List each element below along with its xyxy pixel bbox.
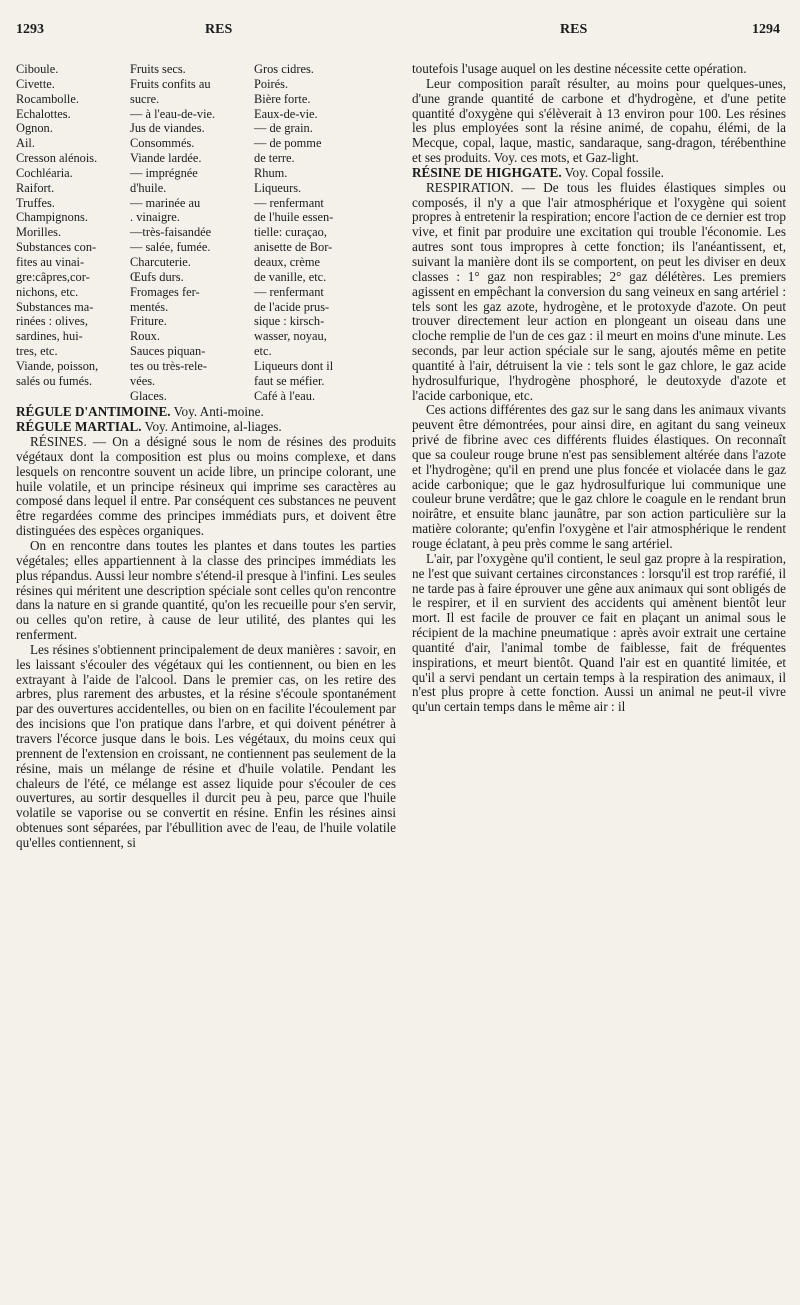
table-column-2: [130, 62, 254, 403]
table-cell: Morilles.: [16, 225, 62, 240]
table-cell: Liqueurs dont il: [254, 358, 334, 373]
table-cell: — renfermant: [254, 195, 324, 210]
right-column: [412, 62, 786, 715]
table-cell: Friture.: [130, 314, 167, 329]
table-cell: — de pomme: [254, 136, 322, 151]
table-cell: de l'acide prus-: [254, 299, 330, 314]
table-column-1: [16, 62, 130, 403]
table-cell: fites au vinai-: [16, 254, 85, 269]
paragraph: RÉSINES. — On a désigné sous le nom de résines des produits végétaux dont la composition est plus ou moins complexe, et dans lesquels on rencontre souvent un acide libre, un principe colorant, une huile volatile, et un principe résineux qui imprime ses caractères au composé dans lequel il entre. Par conséquent ces substances ne peuvent être regardées comme des principes immédiats purs, et doivent être distinguées des espèces organiques.: [16, 434, 396, 539]
table-cell: Œufs durs.: [130, 269, 184, 284]
table-cell: etc.: [254, 344, 272, 359]
paragraph: RESPIRATION. — De tous les fluides élastiques simples ou composés, il n'y a que l'air atmosphérique et l'oxygène qui soient propres à entretenir la respiration; encore l'action de ce dernier est trop vive, et finit par produire une excitation qui trouble l'économie. Les autres sont tous impropres à cette fonction; ils l'anéantissent, et, suivant la manière dont ils se comportent, on peut les diviser en deux classes : 1° gaz non respirables; 2° gaz délétères. Les premiers agissent en empêchant la conversion du sang veineux en sang artériel : tels sont les gaz azote, hydrogène, et le protoxyde d'azote. On peut trouver directement leur action en plongeant un oiseau dans une cloche remplie de l'un de ces gaz : il meurt en moins d'une minute. Les seconds, par leur action spéciale sur le sang, ajoutés même en petite quantité à l'air, détruisent la vie : tels sont le gaz chlore, le gaz acide hydrosulfurique, l'hydrogène phosphoré, le deutoxyde d'azote et l'acide carbonique, etc.: [412, 179, 786, 403]
table-cell: d'huile.: [130, 180, 167, 195]
table-cell: Ciboule.: [16, 62, 59, 76]
table-cell: Substances con-: [16, 240, 97, 255]
right-running-head: RES: [560, 22, 588, 37]
table-cell: Consommés.: [130, 136, 195, 151]
table-cell: Bière forte.: [254, 91, 311, 106]
table-cell: Raifort.: [16, 180, 55, 195]
table-cell: —très-faisandée: [130, 225, 212, 240]
table-cell: . vinaigre.: [130, 210, 180, 225]
table-cell: — marinée au: [130, 195, 201, 210]
table-cell: wasser, noyau,: [254, 329, 327, 344]
paragraph: On en rencontre dans toutes les plantes et dans toutes les parties végétales; elles appartiennent à la classe des principes immédiats les plus répandus. Aussi leur nombre s'étend-il presque à l'infini. Les seules résines qui méritent une description spéciale sont celles qu'on rencontre dans la nature en si grande quantité, qu'on les recueille pour s'en servir, ou celles qu'on retire, à cause de leur utilité, des plantes qui les renferment.: [16, 538, 396, 643]
left-column: [16, 62, 396, 851]
table-column-3: [254, 62, 396, 403]
table-cell: nichons, etc.: [16, 284, 79, 299]
table-cell: Roux.: [130, 329, 160, 344]
table-cell: — de grain.: [254, 121, 313, 136]
table-cell: Fruits confits au: [130, 76, 211, 91]
table-cell: gre:câpres,cor-: [16, 269, 90, 284]
table-cell: — imprégnée: [130, 165, 198, 180]
table-cell: — à l'eau-de-vie.: [130, 106, 216, 121]
paragraph: toutefois l'usage auquel on les destine nécessite cette opération.: [412, 61, 747, 76]
entry-resine-highgate: RÉSINE DE HIGHGATE. Voy. Copal fossile.: [412, 164, 664, 180]
table-cell: — salée, fumée.: [130, 240, 211, 255]
left-page-number: 1293: [16, 22, 44, 37]
table-cell: Cresson alénois.: [16, 151, 98, 166]
right-page-number: 1294: [752, 22, 780, 37]
table-cell: de l'huile essen-: [254, 210, 334, 225]
table-cell: mentés.: [130, 299, 169, 314]
table-cell: Charcuterie.: [130, 254, 191, 269]
table-cell: rinées : olives,: [16, 314, 88, 329]
table-cell: Ail.: [16, 136, 35, 151]
paragraph: Leur composition paraît résulter, au moins pour quelques-unes, d'une grande quantité de carbone et d'hydrogène, et d'une petite quantité d'oxygène qui s'élèverait à 13 environ pour 100. Les résines les plus employées sont la résine animé, de copahu, élémi, de la Mecque, copal, laque, mastic, sandaraque, sang-dragon, térébenthine et ses produits. Voy. ces mots, et Gaz-light.: [412, 75, 786, 166]
table-cell: Sauces piquan-: [130, 344, 206, 359]
left-running-head: RES: [205, 22, 233, 37]
table-cell: Ognon.: [16, 121, 53, 136]
table-cell: Fromages fer-: [130, 284, 200, 299]
table-cell: vées.: [130, 373, 156, 388]
entry-regule-antimoine: RÉGULE D'ANTIMOINE. Voy. Anti-moine.: [16, 404, 264, 420]
table-cell: Gros cidres.: [254, 62, 314, 76]
table-cell: Champignons.: [16, 210, 88, 225]
table-cell: de terre.: [254, 151, 295, 166]
table-cell: de vanille, etc.: [254, 269, 327, 284]
table-cell: Rocambolle.: [16, 91, 79, 106]
paragraph: Ces actions différentes des gaz sur le sang dans les animaux vivants peuvent être démontrées, pour ainsi dire, en agitant du sang veineux privé de fibrine avec ces différents fluides élastiques. On reconnaît que sa couleur rouge brune n'est pas sensiblement altérée dans l'azote et l'hydrogène; qu'il en prend une plus foncée et violacée dans le gaz acide carbonique; que le gaz hydrosulfurique lui communique une couleur brune verdâtre; que le gaz chlore le coagule en le rendant brun noirâtre, et ensuite blanc jaunâtre, par son action particulière sur la matière colorante; qu'enfin l'oxygène et l'air atmosphérique le rendent rouge éclatant, à peu près comme le sang artériel.: [412, 402, 786, 551]
entry-regule-martial: RÉGULE MARTIAL. Voy. Antimoine, al-liages.: [16, 419, 282, 435]
table-cell: Cochléaria.: [16, 165, 73, 180]
table-cell: Jus de viandes.: [130, 121, 205, 136]
food-table: [16, 62, 396, 403]
table-cell: tes ou très-rele-: [130, 358, 208, 373]
page-header: [0, 22, 800, 44]
table-cell: Eaux-de-vie.: [254, 106, 318, 121]
table-cell: Glaces.: [130, 388, 167, 403]
table-cell: — renfermant: [254, 284, 324, 299]
table-cell: Poirés.: [254, 76, 289, 91]
table-cell: Liqueurs.: [254, 180, 302, 195]
table-cell: Civette.: [16, 76, 55, 91]
table-cell: tielle: curaçao,: [254, 225, 327, 240]
table-cell: sucre.: [130, 91, 160, 106]
table-cell: sique : kirsch-: [254, 314, 325, 329]
table-cell: Substances ma-: [16, 299, 94, 314]
table-cell: Truffes.: [16, 195, 55, 210]
table-cell: sardines, hui-: [16, 329, 83, 344]
table-cell: Echalottes.: [16, 106, 71, 121]
table-cell: salés ou fumés.: [16, 373, 93, 388]
table-cell: anisette de Bor-: [254, 240, 333, 255]
table-cell: Viande, poisson,: [16, 358, 99, 373]
paragraph: L'air, par l'oxygène qu'il contient, le seul gaz propre à la respiration, ne l'est que suivant certaines circonstances : lorsqu'il est trop raréfié, il ne tarde pas à faire éprouver une gêne aux animaux qui sont obligés de le respirer, et il en survient des accidents qui amènent bientôt leur mort. Il est facile de prouver ce fait en plaçant un animal sous le récipient de la machine pneumatique : après avoir extrait une certaine quantité d'air, l'animal tombe de faiblesse, fait de fréquentes inspirations, et meurt bientôt. Quand l'air est en quantité limitée, et qu'il a servi pendant un certain temps à la respiration des animaux, il n'est plus propre à cette fonction. Aussi un animal ne peut-il vivre qu'un certain temps dans le même air : il: [412, 550, 786, 715]
table-cell: faut se méfier.: [254, 373, 325, 388]
table-cell: Rhum.: [254, 165, 288, 180]
table-cell: tres, etc.: [16, 344, 58, 359]
table-cell: Viande lardée.: [130, 151, 202, 166]
table-cell: deaux, crème: [254, 254, 321, 269]
table-cell: Café à l'eau.: [254, 388, 316, 403]
paragraph: Les résines s'obtiennent principalement de deux manières : savoir, en les laissant s'écouler des végétaux qui les contiennent, ou bien en les extrayant à l'aide de l'alcool. Dans le premier cas, on les retire des arbres, plus rarement des arbustes, et la résine s'écoule spontanément par des ouvertures accidentelles, ou bien on en facilite l'écoulement par des incisions que l'on pratique dans l'arbre, et qui doivent pénétrer à travers l'écorce jusque dans le bois. Les végétaux, du moins ceux qui prennent de l'extension en croissant, ne contiennent pas seulement de la résine, mais un mélange de résine et d'huile volatile. Pendant les chaleurs de l'été, ce mélange est assez liquide pour s'écouler de ces ouvertures, au sortir desquelles il durcit peu à peu, parce que l'huile volatile se vaporise ou se convertit en résine. Enfin les résines ainsi obtenues sont séparées, par l'ébullition avec de l'eau, de l'huile volatile qu'elles contiennent, si: [16, 641, 396, 850]
table-cell: Fruits secs.: [130, 62, 186, 76]
